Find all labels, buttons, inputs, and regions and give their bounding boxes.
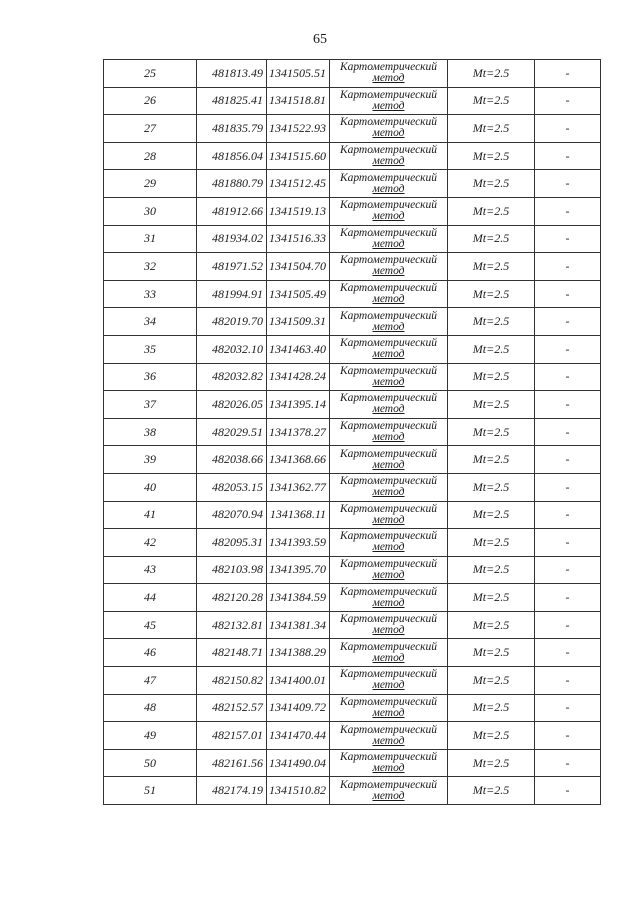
accuracy-cell: Mt=2.5 <box>448 611 535 639</box>
point-number-cell: 39 <box>104 446 197 474</box>
x-coordinate-cell: 481825.41 <box>197 87 267 115</box>
table-row <box>104 391 601 419</box>
accuracy-cell: Mt=2.5 <box>448 639 535 667</box>
note-cell: - <box>535 777 601 805</box>
method-cell <box>330 363 448 391</box>
coordinates-table-body <box>104 60 601 805</box>
accuracy-cell: Mt=2.5 <box>448 335 535 363</box>
point-number-cell: 37 <box>104 391 197 419</box>
method-line-1: Картометрический <box>339 116 438 129</box>
note-cell: - <box>535 556 601 584</box>
x-coordinate-cell: 482032.10 <box>197 335 267 363</box>
method-line-1: Картометрический <box>339 751 438 764</box>
method-line-2: метод <box>372 762 405 775</box>
x-coordinate-cell: 482150.82 <box>197 667 267 695</box>
point-number-cell: 46 <box>104 639 197 667</box>
table-row <box>104 777 601 805</box>
method-cell <box>330 115 448 143</box>
method-line-1: Картометрический <box>339 254 438 267</box>
x-coordinate-cell: 481971.52 <box>197 253 267 281</box>
method-line-1: Картометрический <box>339 640 438 653</box>
method-line-1: Картометрический <box>339 309 438 322</box>
table-row <box>104 529 601 557</box>
table-row <box>104 667 601 695</box>
x-coordinate-cell: 482120.28 <box>197 584 267 612</box>
table-row <box>104 418 601 446</box>
x-coordinate-cell: 481934.02 <box>197 225 267 253</box>
note-cell: - <box>535 197 601 225</box>
method-line-2: метод <box>372 293 405 306</box>
method-line-1: Картометрический <box>339 778 438 791</box>
y-coordinate-cell: 1341378.27 <box>267 418 330 446</box>
note-cell: - <box>535 529 601 557</box>
method-line-1: Картометрический <box>339 282 438 295</box>
y-coordinate-cell: 1341510.82 <box>267 777 330 805</box>
method-line-1: Картометрический <box>339 199 438 212</box>
method-cell <box>330 473 448 501</box>
accuracy-cell: Mt=2.5 <box>448 584 535 612</box>
point-number-cell: 26 <box>104 87 197 115</box>
point-number-cell: 41 <box>104 501 197 529</box>
note-cell: - <box>535 170 601 198</box>
method-line-1: Картометрический <box>339 337 438 350</box>
method-line-2: метод <box>372 99 405 112</box>
point-number-cell: 35 <box>104 335 197 363</box>
accuracy-cell: Mt=2.5 <box>448 418 535 446</box>
y-coordinate-cell: 1341395.70 <box>267 556 330 584</box>
method-line-2: метод <box>372 155 405 168</box>
table-row <box>104 308 601 336</box>
method-line-1: Картометрический <box>339 668 438 681</box>
method-cell <box>330 584 448 612</box>
accuracy-cell: Mt=2.5 <box>448 749 535 777</box>
accuracy-cell: Mt=2.5 <box>448 170 535 198</box>
accuracy-cell: Mt=2.5 <box>448 446 535 474</box>
point-number-cell: 44 <box>104 584 197 612</box>
method-line-1: Картометрический <box>339 557 438 570</box>
method-cell <box>330 308 448 336</box>
point-number-cell: 40 <box>104 473 197 501</box>
point-number-cell: 28 <box>104 142 197 170</box>
accuracy-cell: Mt=2.5 <box>448 391 535 419</box>
y-coordinate-cell: 1341384.59 <box>267 584 330 612</box>
note-cell: - <box>535 308 601 336</box>
method-cell <box>330 391 448 419</box>
method-line-2: метод <box>372 237 405 250</box>
table-row <box>104 473 601 501</box>
method-line-1: Картометрический <box>339 144 438 157</box>
y-coordinate-cell: 1341522.93 <box>267 115 330 143</box>
table-row <box>104 142 601 170</box>
accuracy-cell: Mt=2.5 <box>448 115 535 143</box>
accuracy-cell: Mt=2.5 <box>448 308 535 336</box>
method-line-1: Картометрический <box>339 695 438 708</box>
method-cell <box>330 694 448 722</box>
method-line-1: Картометрический <box>339 530 438 543</box>
method-line-2: метод <box>372 127 405 140</box>
method-line-2: метод <box>372 265 405 278</box>
method-cell <box>330 87 448 115</box>
method-cell <box>330 197 448 225</box>
coordinates-table <box>103 59 601 805</box>
method-line-2: метод <box>372 679 405 692</box>
y-coordinate-cell: 1341504.70 <box>267 253 330 281</box>
method-line-2: метод <box>372 596 405 609</box>
table-row <box>104 280 601 308</box>
method-cell <box>330 667 448 695</box>
method-line-1: Картометрический <box>339 723 438 736</box>
x-coordinate-cell: 482029.51 <box>197 418 267 446</box>
method-cell <box>330 722 448 750</box>
table-row <box>104 225 601 253</box>
y-coordinate-cell: 1341368.11 <box>267 501 330 529</box>
y-coordinate-cell: 1341490.04 <box>267 749 330 777</box>
method-line-2: метод <box>372 624 405 637</box>
y-coordinate-cell: 1341463.40 <box>267 335 330 363</box>
accuracy-cell: Mt=2.5 <box>448 142 535 170</box>
note-cell: - <box>535 501 601 529</box>
accuracy-cell: Mt=2.5 <box>448 60 535 88</box>
method-line-1: Картометрический <box>339 585 438 598</box>
y-coordinate-cell: 1341509.31 <box>267 308 330 336</box>
method-line-2: метод <box>372 568 405 581</box>
method-cell <box>330 529 448 557</box>
x-coordinate-cell: 482095.31 <box>197 529 267 557</box>
method-line-2: метод <box>372 348 405 361</box>
point-number-cell: 42 <box>104 529 197 557</box>
method-cell <box>330 777 448 805</box>
accuracy-cell: Mt=2.5 <box>448 722 535 750</box>
table-row <box>104 694 601 722</box>
x-coordinate-cell: 482132.81 <box>197 611 267 639</box>
note-cell: - <box>535 473 601 501</box>
method-line-1: Картометрический <box>339 613 438 626</box>
x-coordinate-cell: 482070.94 <box>197 501 267 529</box>
x-coordinate-cell: 482053.15 <box>197 473 267 501</box>
point-number-cell: 31 <box>104 225 197 253</box>
accuracy-cell: Mt=2.5 <box>448 87 535 115</box>
x-coordinate-cell: 482103.98 <box>197 556 267 584</box>
note-cell: - <box>535 694 601 722</box>
y-coordinate-cell: 1341519.13 <box>267 197 330 225</box>
point-number-cell: 30 <box>104 197 197 225</box>
method-line-2: метод <box>372 210 405 223</box>
note-cell: - <box>535 60 601 88</box>
note-cell: - <box>535 418 601 446</box>
y-coordinate-cell: 1341515.60 <box>267 142 330 170</box>
x-coordinate-cell: 482032.82 <box>197 363 267 391</box>
y-coordinate-cell: 1341516.33 <box>267 225 330 253</box>
method-line-1: Картометрический <box>339 61 438 74</box>
y-coordinate-cell: 1341428.24 <box>267 363 330 391</box>
method-cell <box>330 170 448 198</box>
method-line-2: метод <box>372 651 405 664</box>
point-number-cell: 48 <box>104 694 197 722</box>
method-cell <box>330 253 448 281</box>
x-coordinate-cell: 481994.91 <box>197 280 267 308</box>
y-coordinate-cell: 1341400.01 <box>267 667 330 695</box>
method-line-2: метод <box>372 403 405 416</box>
method-cell <box>330 501 448 529</box>
x-coordinate-cell: 481880.79 <box>197 170 267 198</box>
accuracy-cell: Mt=2.5 <box>448 280 535 308</box>
x-coordinate-cell: 482157.01 <box>197 722 267 750</box>
table-row <box>104 363 601 391</box>
method-line-1: Картометрический <box>339 392 438 405</box>
accuracy-cell: Mt=2.5 <box>448 777 535 805</box>
method-cell <box>330 611 448 639</box>
accuracy-cell: Mt=2.5 <box>448 363 535 391</box>
y-coordinate-cell: 1341470.44 <box>267 722 330 750</box>
note-cell: - <box>535 335 601 363</box>
accuracy-cell: Mt=2.5 <box>448 694 535 722</box>
y-coordinate-cell: 1341512.45 <box>267 170 330 198</box>
table-row <box>104 335 601 363</box>
method-cell <box>330 335 448 363</box>
method-cell <box>330 556 448 584</box>
method-cell <box>330 142 448 170</box>
y-coordinate-cell: 1341505.51 <box>267 60 330 88</box>
note-cell: - <box>535 115 601 143</box>
y-coordinate-cell: 1341388.29 <box>267 639 330 667</box>
method-line-2: метод <box>372 182 405 195</box>
x-coordinate-cell: 482174.19 <box>197 777 267 805</box>
method-cell <box>330 280 448 308</box>
y-coordinate-cell: 1341393.59 <box>267 529 330 557</box>
accuracy-cell: Mt=2.5 <box>448 667 535 695</box>
method-line-1: Картометрический <box>339 475 438 488</box>
point-number-cell: 47 <box>104 667 197 695</box>
x-coordinate-cell: 481835.79 <box>197 115 267 143</box>
y-coordinate-cell: 1341362.77 <box>267 473 330 501</box>
note-cell: - <box>535 280 601 308</box>
method-line-1: Картометрический <box>339 88 438 101</box>
x-coordinate-cell: 481912.66 <box>197 197 267 225</box>
method-line-2: метод <box>372 458 405 471</box>
table-row <box>104 115 601 143</box>
method-line-2: метод <box>372 375 405 388</box>
point-number-cell: 32 <box>104 253 197 281</box>
method-line-2: метод <box>372 541 405 554</box>
accuracy-cell: Mt=2.5 <box>448 253 535 281</box>
point-number-cell: 49 <box>104 722 197 750</box>
method-line-2: метод <box>372 320 405 333</box>
point-number-cell: 27 <box>104 115 197 143</box>
note-cell: - <box>535 722 601 750</box>
x-coordinate-cell: 482148.71 <box>197 639 267 667</box>
y-coordinate-cell: 1341409.72 <box>267 694 330 722</box>
accuracy-cell: Mt=2.5 <box>448 501 535 529</box>
note-cell: - <box>535 749 601 777</box>
method-line-1: Картометрический <box>339 171 438 184</box>
point-number-cell: 51 <box>104 777 197 805</box>
table-row <box>104 501 601 529</box>
note-cell: - <box>535 446 601 474</box>
point-number-cell: 45 <box>104 611 197 639</box>
method-line-2: метод <box>372 72 405 85</box>
y-coordinate-cell: 1341368.66 <box>267 446 330 474</box>
method-cell <box>330 225 448 253</box>
method-line-2: метод <box>372 486 405 499</box>
method-line-1: Картометрический <box>339 420 438 433</box>
accuracy-cell: Mt=2.5 <box>448 197 535 225</box>
method-line-2: метод <box>372 431 405 444</box>
method-line-1: Картометрический <box>339 447 438 460</box>
note-cell: - <box>535 363 601 391</box>
point-number-cell: 43 <box>104 556 197 584</box>
page-number: 65 <box>313 32 327 47</box>
x-coordinate-cell: 482026.05 <box>197 391 267 419</box>
method-line-2: метод <box>372 789 405 802</box>
table-row <box>104 639 601 667</box>
method-cell <box>330 446 448 474</box>
x-coordinate-cell: 482038.66 <box>197 446 267 474</box>
method-cell <box>330 639 448 667</box>
method-line-2: метод <box>372 513 405 526</box>
x-coordinate-cell: 481856.04 <box>197 142 267 170</box>
point-number-cell: 50 <box>104 749 197 777</box>
table-row <box>104 60 601 88</box>
table-row <box>104 584 601 612</box>
note-cell: - <box>535 142 601 170</box>
x-coordinate-cell: 482161.56 <box>197 749 267 777</box>
note-cell: - <box>535 611 601 639</box>
method-cell <box>330 749 448 777</box>
accuracy-cell: Mt=2.5 <box>448 529 535 557</box>
table-row <box>104 253 601 281</box>
x-coordinate-cell: 482019.70 <box>197 308 267 336</box>
y-coordinate-cell: 1341381.34 <box>267 611 330 639</box>
x-coordinate-cell: 481813.49 <box>197 60 267 88</box>
table-row <box>104 170 601 198</box>
table-row <box>104 197 601 225</box>
point-number-cell: 34 <box>104 308 197 336</box>
note-cell: - <box>535 225 601 253</box>
point-number-cell: 25 <box>104 60 197 88</box>
point-number-cell: 33 <box>104 280 197 308</box>
method-cell <box>330 60 448 88</box>
note-cell: - <box>535 87 601 115</box>
y-coordinate-cell: 1341505.49 <box>267 280 330 308</box>
table-row <box>104 556 601 584</box>
note-cell: - <box>535 584 601 612</box>
x-coordinate-cell: 482152.57 <box>197 694 267 722</box>
method-cell <box>330 418 448 446</box>
note-cell: - <box>535 667 601 695</box>
table-row <box>104 611 601 639</box>
point-number-cell: 29 <box>104 170 197 198</box>
accuracy-cell: Mt=2.5 <box>448 473 535 501</box>
y-coordinate-cell: 1341518.81 <box>267 87 330 115</box>
method-line-1: Картометрический <box>339 502 438 515</box>
method-line-2: метод <box>372 706 405 719</box>
table-row <box>104 722 601 750</box>
table-row <box>104 446 601 474</box>
table-row <box>104 87 601 115</box>
note-cell: - <box>535 391 601 419</box>
table-row <box>104 749 601 777</box>
note-cell: - <box>535 639 601 667</box>
point-number-cell: 38 <box>104 418 197 446</box>
accuracy-cell: Mt=2.5 <box>448 556 535 584</box>
method-line-1: Картометрический <box>339 226 438 239</box>
y-coordinate-cell: 1341395.14 <box>267 391 330 419</box>
point-number-cell: 36 <box>104 363 197 391</box>
method-line-1: Картометрический <box>339 364 438 377</box>
accuracy-cell: Mt=2.5 <box>448 225 535 253</box>
note-cell: - <box>535 253 601 281</box>
method-line-2: метод <box>372 734 405 747</box>
